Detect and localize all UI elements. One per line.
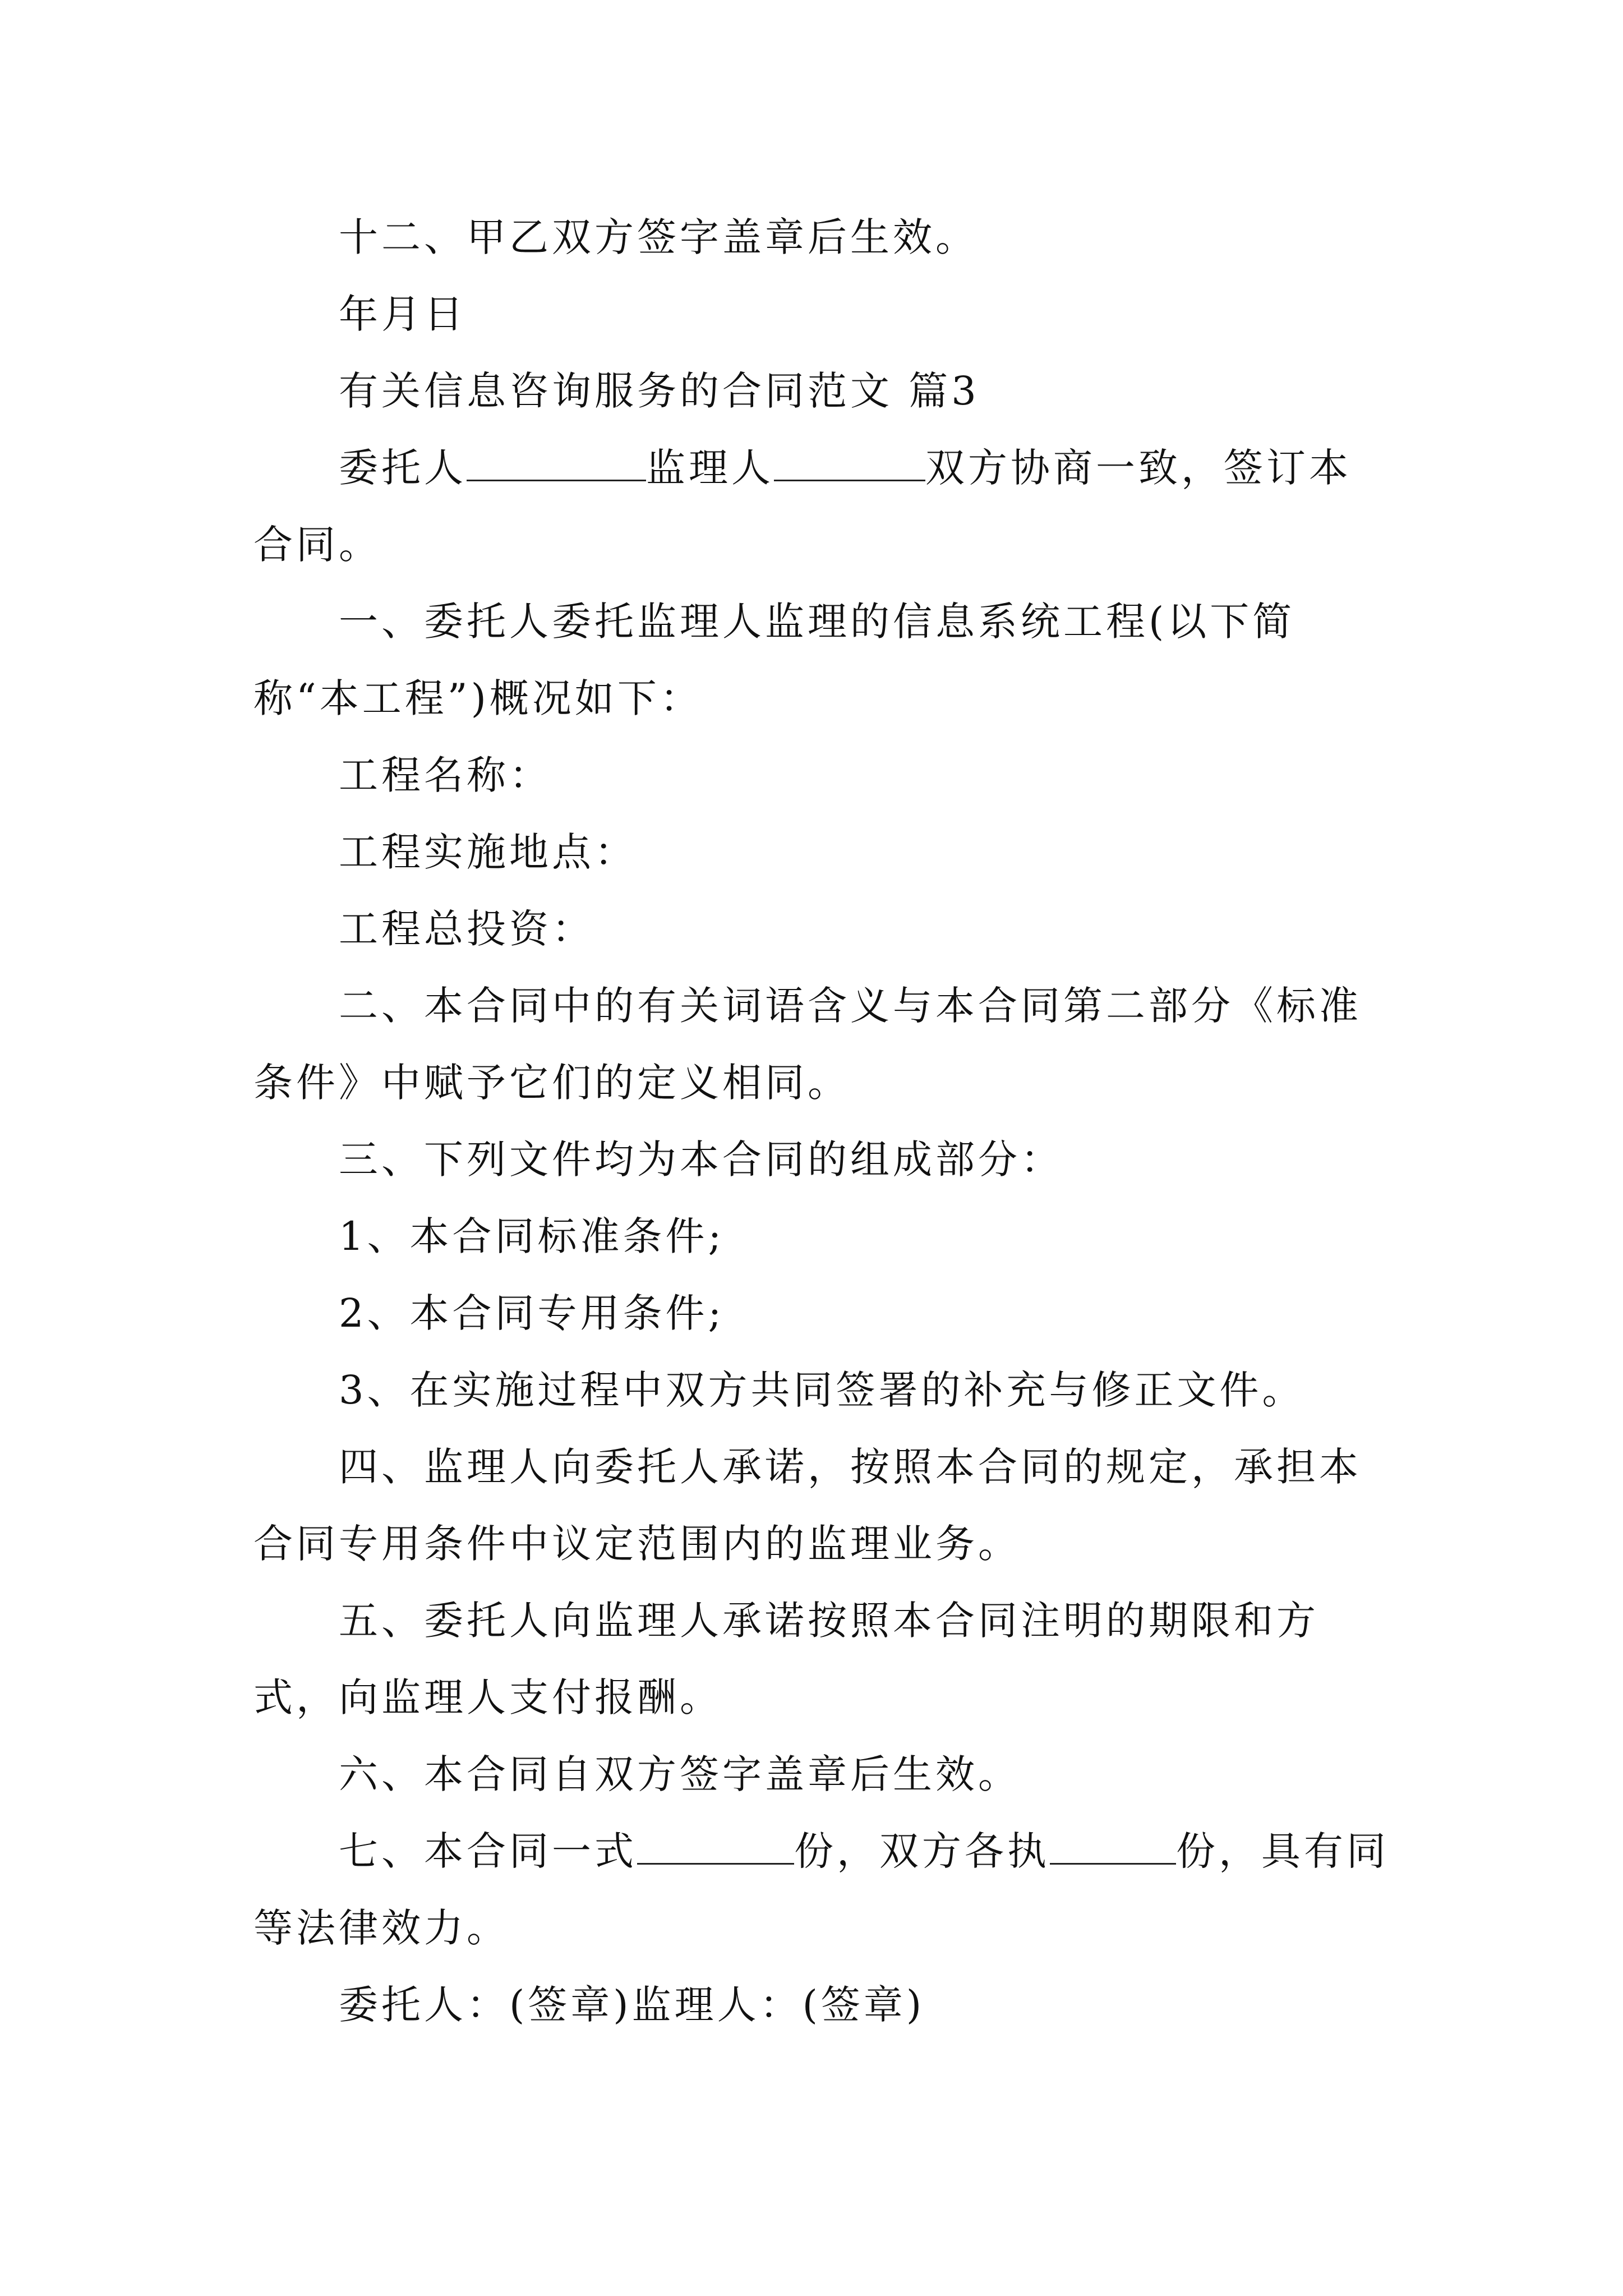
list-item-3: 3、在实施过程中双方共同签署的补充与修正文件。 (339, 1367, 1305, 1413)
section-title: 有关信息咨询服务的合同范文 篇3 (339, 368, 980, 414)
supervisor-blank (774, 445, 925, 481)
signature-line: 委托人：(签章)监理人：(签章) (339, 1982, 925, 2028)
copies-total-blank (637, 1828, 794, 1865)
clause-3: 三、下列文件均为本合同的组成部分： (339, 1137, 1063, 1182)
principal-label: 委托人 (339, 445, 467, 491)
copies-text-3: 份，具有同等法律效力。 (253, 1828, 1389, 1951)
clause-1: 一、委托人委托监理人监理的信息系统工程(以下简称“本工程”)概况如下： (253, 599, 1295, 721)
clause-5: 五、委托人向监理人承诺按照本合同注明的期限和方式，向监理人支付报酬。 (253, 1598, 1319, 1720)
principal-blank (467, 445, 646, 481)
parties-paragraph (253, 430, 1392, 583)
clause-12: 十二、甲乙双方签字盖章后生效。 (339, 214, 978, 260)
supervisor-label: 监理人 (646, 445, 774, 491)
clause-4: 四、监理人向委托人承诺，按照本合同的规定，承担本合同专用条件中议定范围内的监理业务。 (253, 1444, 1362, 1567)
date-line: 年月日 (339, 291, 467, 337)
copies-text-2: 份，双方各执 (794, 1828, 1050, 1874)
copies-each-blank (1050, 1828, 1176, 1865)
clause-2: 二、本合同中的有关词语含义与本合同第二部分《标准条件》中赋予它们的定义相同。 (253, 983, 1362, 1106)
document-body (253, 199, 1392, 2044)
copies-text-1: 七、本合同一式 (339, 1828, 637, 1874)
project-location-line: 工程实施地点： (339, 829, 637, 875)
project-name-line: 工程名称： (339, 752, 552, 798)
clause-6: 六、本合同自双方签字盖章后生效。 (339, 1751, 1021, 1797)
parties-agreement-text: 双方协商一致，签订本合同。 (253, 445, 1352, 568)
list-item-1: 1、本合同标准条件; (339, 1213, 725, 1259)
clause-7 (253, 1813, 1392, 1967)
list-item-2: 2、本合同专用条件; (339, 1290, 725, 1336)
project-investment-line: 工程总投资： (339, 906, 594, 952)
